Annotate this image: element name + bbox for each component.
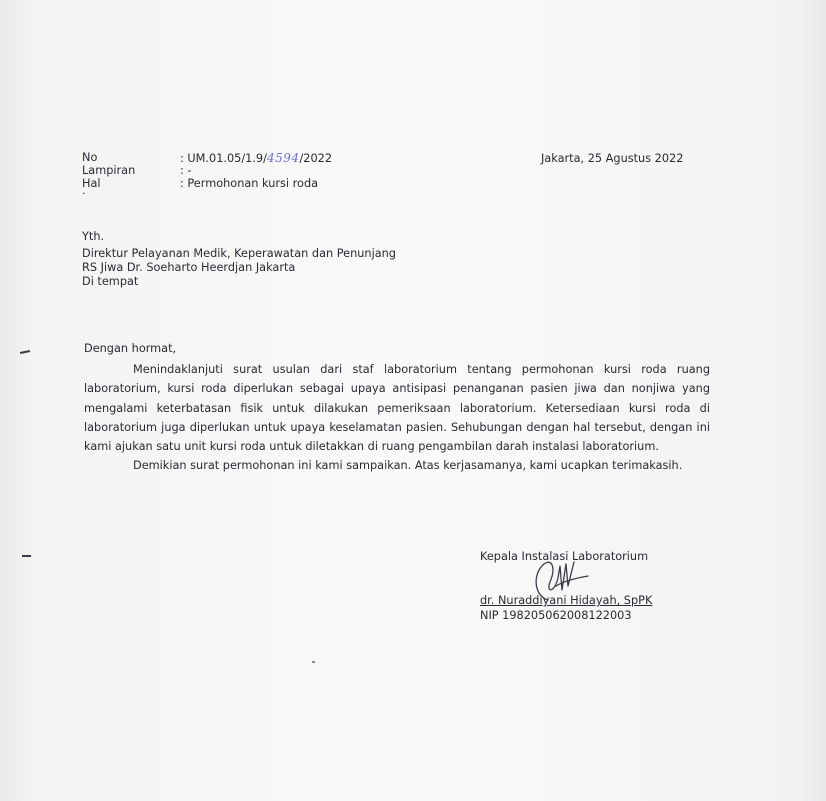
body-paragraph-1: Menindaklanjuti surat usulan dari staf laboratorium tentang permohonan kursi roda ruang laboratorium, kursi roda diperlukan sebagai upaya antisipasi penanganan pasien jiwa dan nonjiwa yang mengalami keterbatasan fisik untuk dilakukan pemeriksaan laboratorium. Ketersediaan kursi roda di laboratorium juga diperlukan untuk upaya keselamatan pasien. Sehubungan dengan hal tersebut, dengan ini kami ajukan satu unit kursi roda untuk diletakkan di ruang pengambilan darah instalasi laboratorium. bbox=[84, 363, 710, 454]
letter-number-prefix: : UM.01.05/1.9/ bbox=[180, 152, 267, 165]
letter-number-suffix: /2022 bbox=[299, 152, 333, 165]
hal-value: : Permohonan kursi roda bbox=[180, 177, 319, 190]
lampiran-value: : - bbox=[180, 164, 192, 177]
addressee-line1: Direktur Pelayanan Medik, Keperawatan dan Penunjang bbox=[82, 247, 396, 260]
addressee-yth: Yth. bbox=[82, 230, 105, 243]
addressee-line3: Di tempat bbox=[82, 275, 139, 288]
signer-nip: NIP 198205062008122003 bbox=[480, 609, 632, 622]
hal-label: Hal bbox=[82, 177, 101, 190]
no-label: No bbox=[82, 151, 98, 164]
place-date: Jakarta, 25 Agustus 2022 bbox=[541, 152, 684, 165]
letter-number-handwritten: 4594 bbox=[266, 151, 300, 165]
greeting: Dengan hormat, bbox=[84, 342, 177, 355]
lampiran-label: Lampiran bbox=[82, 164, 136, 177]
stray-dot: · bbox=[82, 187, 86, 200]
signer-name: dr. Nuraddiyani Hidayah, SpPK bbox=[480, 594, 653, 607]
addressee-line2: RS Jiwa Dr. Soeharto Heerdjan Jakarta bbox=[82, 261, 296, 274]
letter-number bbox=[180, 149, 332, 169]
letter-body bbox=[84, 360, 710, 476]
scan-mark bbox=[22, 555, 31, 557]
body-paragraph-2: Demikian surat permohonan ini kami sampaikan. Atas kerjasamanya, kami ucapkan terimakasih. bbox=[133, 459, 683, 473]
scan-mark bbox=[20, 350, 30, 354]
scan-speck bbox=[312, 661, 315, 663]
signer-title: Kepala Instalasi Laboratorium bbox=[480, 550, 649, 563]
